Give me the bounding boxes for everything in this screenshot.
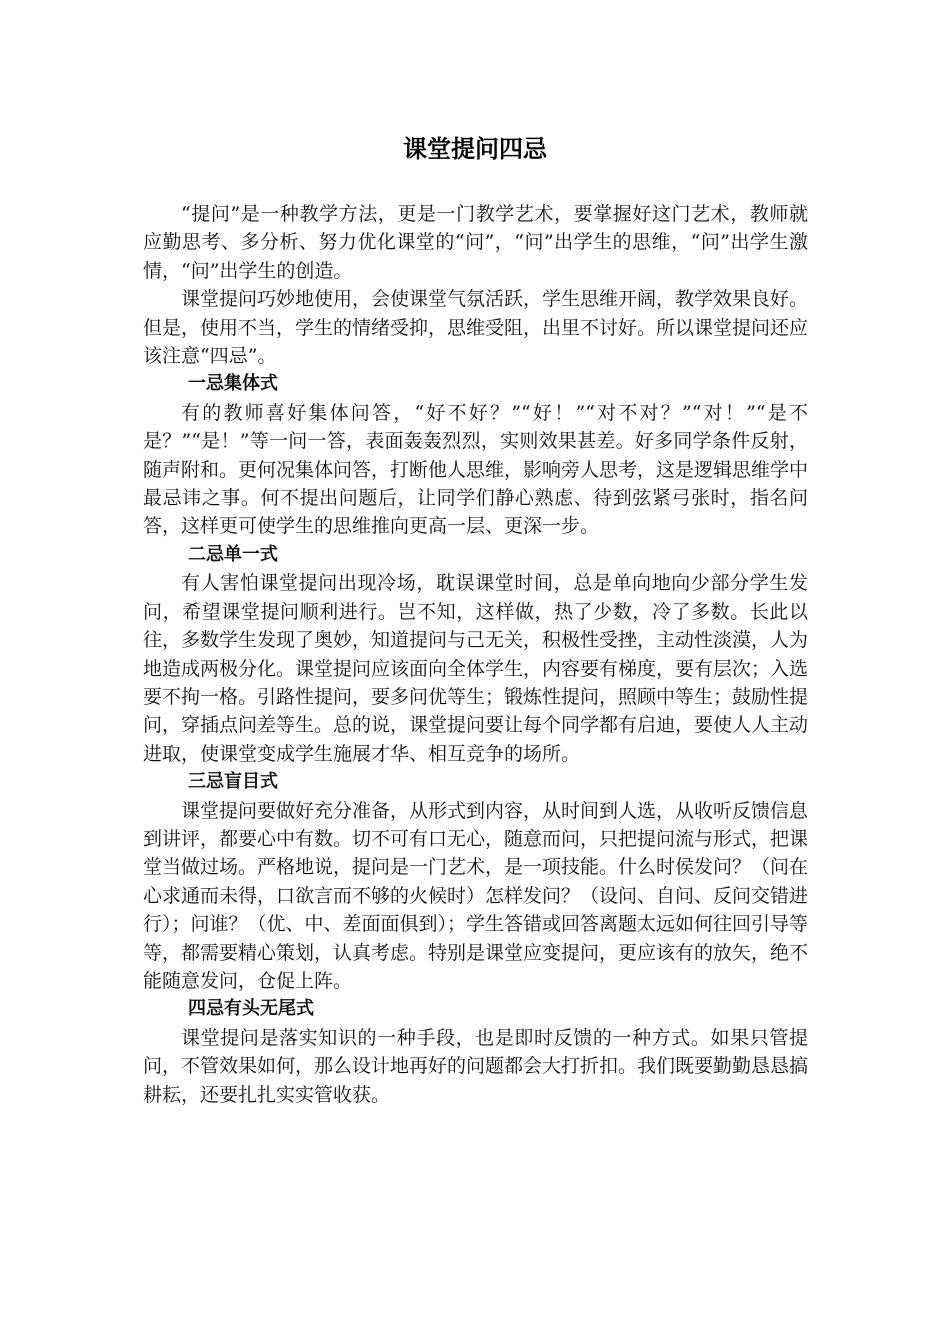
section-body-3: 课堂提问要做好充分准备，从形式到内容，从时间到人选，从收听反馈信息到讲评，都要心中有数。切不可有口无心，随意而问，只把提问流与形式，把课堂当做过场。严格地说，提问是一门艺术，是一项技能。什么时侯发问？（问在心求通而未得，口欲言而不够的火候时）怎样发问？（设问、自问、反问交错进行）；问谁？（优、中、差面面俱到）；学生答错或回答离题太远如何往回引导等等，都需要精心策划，认真考虑。特别是课堂应变提问，更应该有的放矢，绝不能随意发问，仓促上阵。	[143, 799, 809, 992]
intro-paragraph-1: “提问”是一种教学方法，更是一门教学艺术，要掌握好这门艺术，教师就应勤思考、多分析、努力优化课堂的“问”，“问”出学生的思维，“问”出学生激情，“问”出学生的创造。	[143, 203, 808, 282]
section-heading-2: 二忌单一式	[188, 543, 278, 565]
section-heading-4: 四忌有头无尾式	[188, 998, 314, 1020]
section-body-4: 课堂提问是落实知识的一种手段，也是即时反馈的一种方式。如果只管提问，不管效果如何，那么设计地再好的问题都会大打折扣。我们既要勤勤恳恳搞耕耘，还要扎扎实实管收获。	[143, 1026, 809, 1106]
section-heading-3: 三忌盲目式	[188, 771, 278, 793]
document-body	[143, 200, 808, 1109]
document-title: 课堂提问四忌	[403, 135, 547, 163]
section-body-2: 有人害怕课堂提问出现冷场，耽误课堂时间，总是单向地向少部分学生发问，希望课堂提问顺利进行。岂不知，这样做，热了少数，冷了多数。长此以往，多数学生发现了奥妙，知道提问与己无关，积极性受挫，主动性淡漠，人为地造成两极分化。课堂提问应该面向全体学生，内容要有梯度，要有层次；入选要不拘一格。引路性提问，要多问优等生；锻炼性提问，照顾中等生；鼓励性提问，穿插点问差等生。总的说，课堂提问要让每个同学都有启迪，要使人人主动进取，使课堂变成学生施展才华、相互竞争的场所。	[143, 572, 809, 765]
section-heading-1: 一忌集体式	[188, 373, 278, 395]
intro-paragraph-2: 课堂提问巧妙地使用，会使课堂气氛活跃，学生思维开阔，教学效果良好。但是，使用不当，学生的情绪受抑，思维受阻，出里不讨好。所以课堂提问还应该注意“四忌”。	[143, 288, 809, 368]
section-body-1: 有的教师喜好集体问答，“好不好？”“好！”“对不对？”“对！”“是不是？”“是！”等一问一答，表面轰轰烈烈，实则效果甚差。好多同学条件反射，随声附和。更何况集体问答，打断他人思维，影响旁人思考，这是逻辑思维学中最忌讳之事。何不提出问题后，让同学们静心熟虑、待到弦紧弓张时，指名问答，这样更可使学生的思维推向更高一层、更深一步。	[143, 401, 809, 538]
